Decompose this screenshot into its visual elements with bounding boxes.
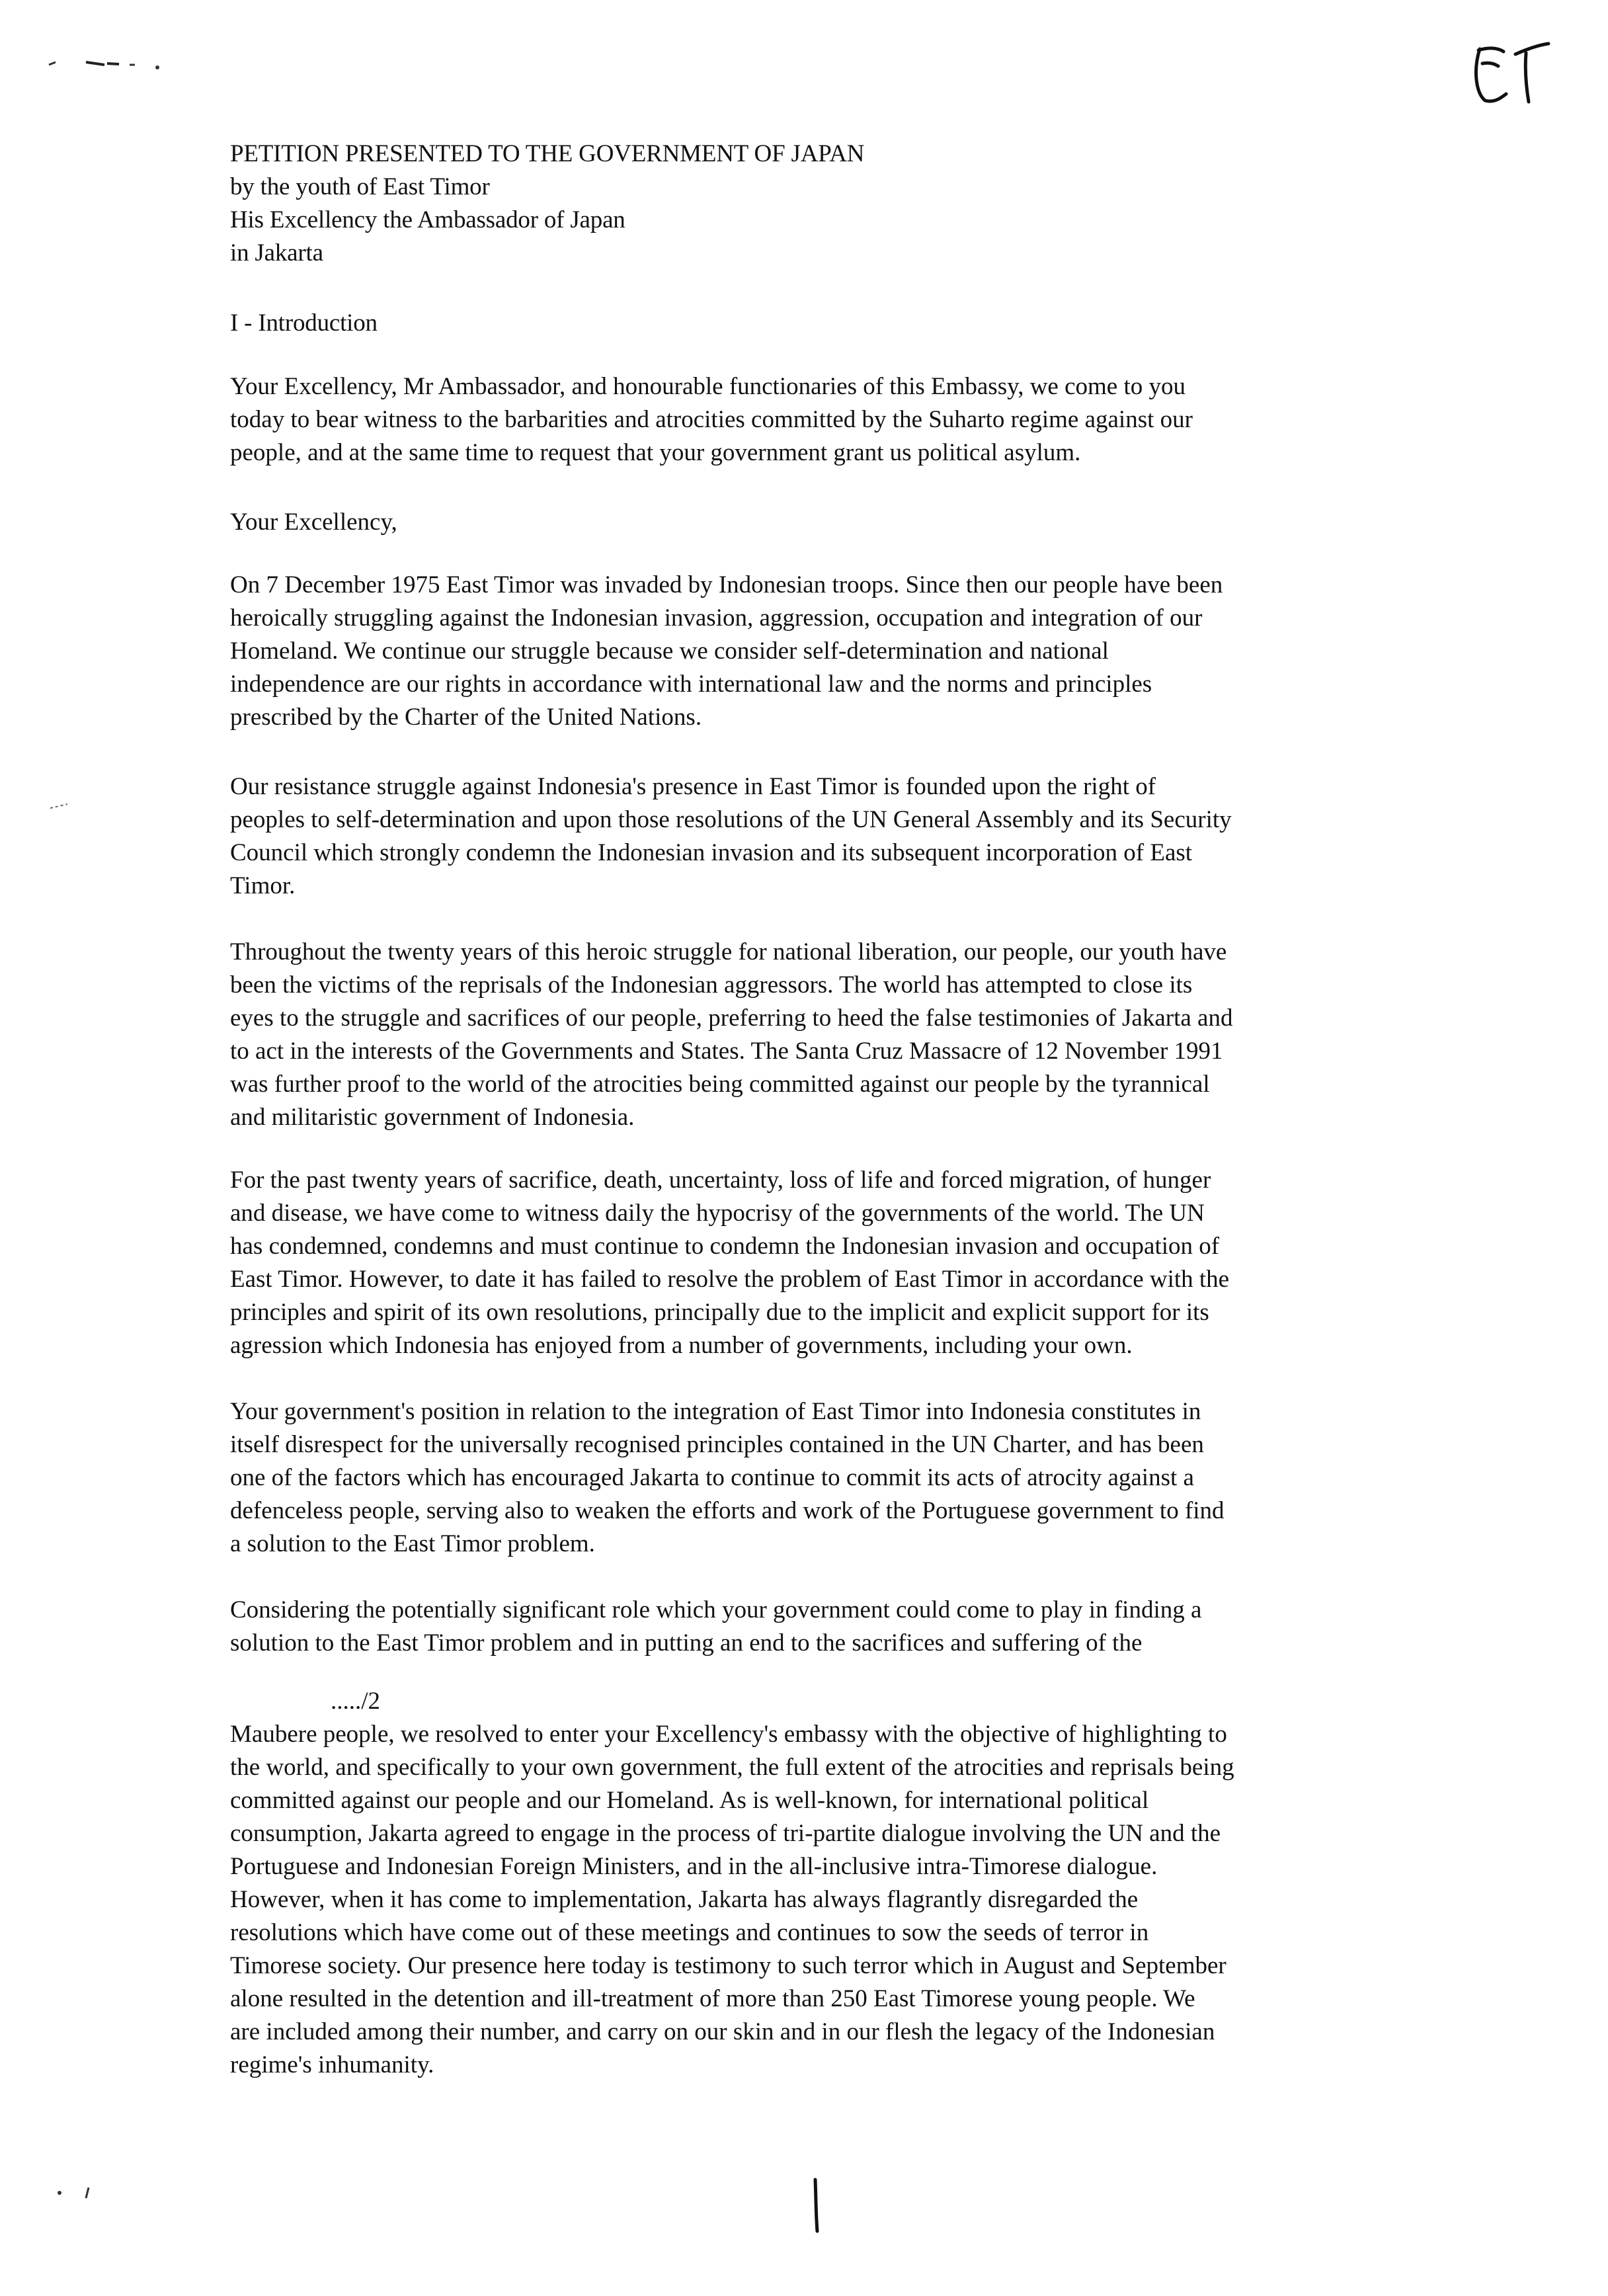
paragraph-2: [230, 506, 1394, 539]
petition-title: PETITION PRESENTED TO THE GOVERNMENT OF JAPAN: [230, 140, 865, 167]
paragraph-4-text: Our resistance struggle against Indonesia's presence in East Timor is founded upon the right of peoples to self-determination and upon those resolutions of the UN General Assembly and its Security Council which strongly condemn the Indonesian invasion and its subsequent incorporation of East Timor.: [230, 773, 1232, 899]
scan-artifact-margin: [48, 800, 74, 813]
continuation-marker: ...../2: [331, 1688, 381, 1715]
header-line-1: by the youth of East Timor: [230, 173, 490, 200]
paragraph-1: [230, 370, 1394, 470]
paragraph-3: [230, 569, 1394, 734]
section-heading: [230, 307, 1387, 340]
header-line-3: in Jakarta: [230, 239, 323, 266]
paragraph-5: [230, 936, 1394, 1134]
scan-artifact-bottom-left: [53, 2182, 99, 2202]
handwritten-page-number-mark: [811, 2176, 821, 2235]
paragraph-7-text: Your government's position in relation to the integration of East Timor into Indonesia constitutes in itself disrespect for the universally recognised principles contained in the UN Charter, and has been one of the factors which has encouraged Jakarta to continue to commit its acts of atrocity against a defenceless people, serving also to weaken the efforts and work of the Portuguese government to find a solution to the East Timor problem.: [230, 1398, 1225, 1557]
handwritten-et-mark: [1465, 37, 1551, 110]
paragraph-2-text: Your Excellency,: [230, 509, 397, 536]
petition-header: [230, 138, 1387, 270]
paragraph-8: [230, 1594, 1394, 1660]
paragraph-3-text: On 7 December 1975 East Timor was invaded by Indonesian troops. Since then our people have been heroically struggling against the Indonesian invasion, aggression, occupation and integration of our Homeland. We continue our struggle because we consider self-determination and national independence are our rights in accordance with international law and the norms and principles prescribed by the Charter of the United Nations.: [230, 571, 1223, 731]
paragraph-9-text: Maubere people, we resolved to enter your Excellency's embassy with the objective of highlighting to the world, and specifically to your own government, the full extent of the atrocities and reprisals being committed against our people and our Homeland. As is well-known, for international political consumption, Jakarta agreed to engage in the process of tri-partite dialogue involving the UN and the Portuguese and Indonesian Foreign Ministers, and in the all-inclusive intra-Timorese dialogue. However, when it has come to implementation, Jakarta has always flagrantly disregarded the resolutions which have come out of these meetings and continues to sow the seeds of terror in Timorese society. Our presence here today is testimony to such terror which in August and September alone resulted in the detention and ill-treatment of more than 250 East Timorese young people. We are included among their number, and carry on our skin and in our flesh the legacy of the Indonesian regime's inhumanity.: [230, 1721, 1234, 2078]
paragraph-7: [230, 1395, 1394, 1561]
paragraph-1-text: Your Excellency, Mr Ambassador, and honourable functionaries of this Embassy, we come to you today to bear witness to the barbarities and atrocities committed by the Suharto regime against our people, and at the same time to request that your government grant us political asylum.: [230, 373, 1193, 466]
paragraph-9: [230, 1718, 1394, 2082]
paragraph-6-text: For the past twenty years of sacrifice, death, uncertainty, loss of life and forced migration, of hunger and disease, we have come to witness daily the hypocrisy of the governments of the world. The UN has condemned, condemns and must continue to condemn the Indonesian invasion and occupation of East Timor. However, to date it has failed to resolve the problem of East Timor in accordance with the principles and spirit of its own resolutions, principally due to the implicit and explicit support for its agression which Indonesia has enjoyed from a number of governments, including your own.: [230, 1167, 1230, 1359]
scan-artifact-top-left: [46, 53, 165, 73]
paragraph-5-text: Throughout the twenty years of this heroic struggle for national liberation, our people, our youth have been the victims of the reprisals of the Indonesian aggressors. The world has attempted to close its eyes to the struggle and sacrifices of our people, preferring to heed the false testimonies of Jakarta and to act in the interests of the Governments and States. The Santa Cruz Massacre of 12 November 1991 was further proof to the world of the atrocities being committed against our people by the tyrannical and militaristic government of Indonesia.: [230, 938, 1233, 1131]
paragraph-8-text: Considering the potentially significant role which your government could come to play in finding a solution to the East Timor problem and in putting an end to the sacrifices and suffering of the: [230, 1596, 1202, 1657]
paragraph-4: [230, 770, 1394, 903]
paragraph-6: [230, 1164, 1394, 1362]
section-heading-text: I - Introduction: [230, 309, 378, 337]
header-line-2: His Excellency the Ambassador of Japan: [230, 206, 625, 233]
